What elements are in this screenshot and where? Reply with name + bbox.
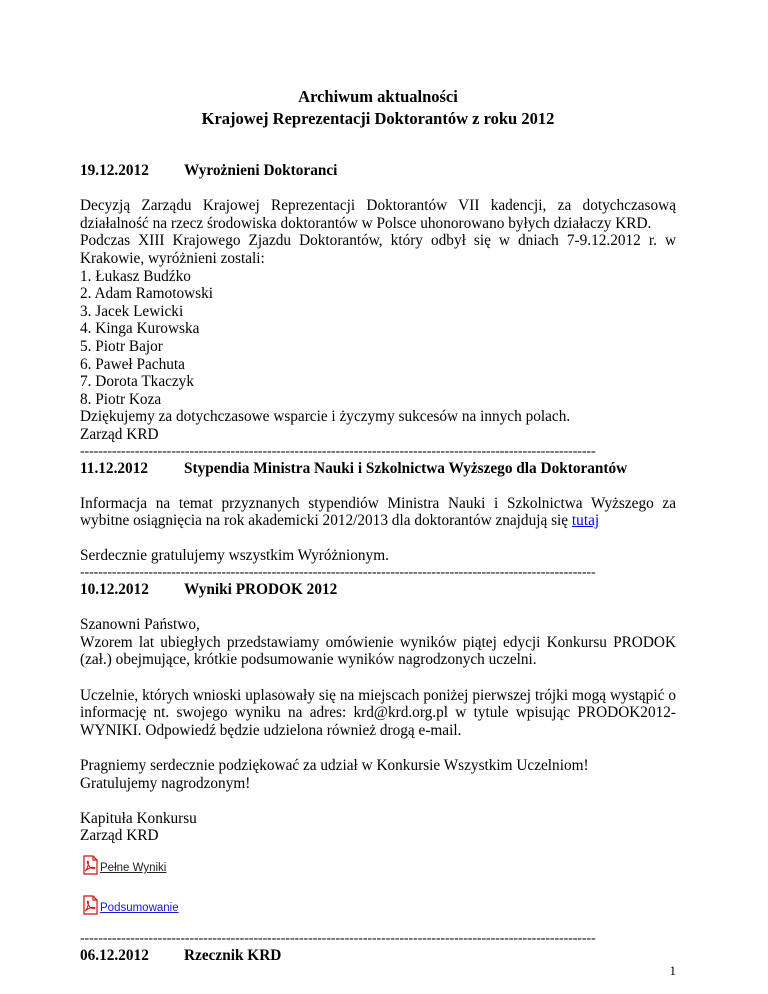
entry-paragraph: Decyzją Zarządu Krajowej Reprezentacji Doktorantów VII kadencji, za dotychczasową działalność na rzecz środowiska doktorantów w Polsce uhonorowano byłych działaczy KRD.: [80, 197, 676, 232]
entry-header: [80, 581, 676, 599]
honoree-list: [80, 268, 676, 409]
entry-paragraph: Uczelnie, których wnioski uplasowały się na miejscach poniżej pierwszej trójki mogą wystąpić o informację nt. swojego wyniku na adres: krd@krd.org.pl w tytule wpisując PRODOK2012-WYNIKI. Odpowiedź będzie udzielona również drogą e-mail.: [80, 686, 676, 739]
entry-heading: Rzecznik KRD: [184, 946, 282, 964]
entry-signature: Zarząd KRD: [80, 827, 159, 845]
entry-heading: Wyrożnieni Doktoranci: [184, 162, 338, 179]
entry-paragraph: Podczas XIII Krajowego Zjazdu Doktorantów, który odbył się w dniach 7-9.12.2012 r. w Krakowie, wyróżnieni zostali:: [80, 232, 676, 267]
entry-date: 11.12.2012: [80, 459, 148, 477]
summary-link[interactable]: Podsumowanie: [100, 901, 179, 914]
entry-header: [80, 162, 676, 180]
list-item: 6. Paweł Pachuta: [80, 355, 185, 373]
entry-greeting: Szanowni Państwo,: [80, 616, 200, 634]
document-page: [80, 0, 676, 965]
list-item: 7. Dorota Tkaczyk: [80, 373, 194, 391]
entry-signature: Zarząd KRD: [80, 425, 159, 443]
entry-paragraph-text: Informacja na temat przyznanych stypendiów Ministra Nauki i Szkolnictwa Wyższego za wybitne osiągnięcia na rok akademicki 2012/2013 dla doktorantów znajdują się: [80, 494, 676, 530]
list-item: 3. Jacek Lewicki: [80, 302, 184, 320]
list-item: 4. Kinga Kurowska: [80, 320, 200, 338]
entry-paragraph: Wzorem lat ubiegłych przedstawiamy omówienie wyników piątej edycji Konkursu PRODOK (zał.) obejmujące, krótkie podsumowanie wyników nagrodzonych uczelni.: [80, 633, 676, 669]
entry-paragraph: Serdecznie gratulujemy wszystkim Wyróżnionym.: [80, 547, 389, 565]
entry-heading: Wyniki PRODOK 2012: [184, 581, 338, 599]
list-item: 1. Łukasz Budźko: [80, 267, 191, 285]
entry-paragraph: Gratulujemy nagrodzonym!: [80, 774, 251, 792]
entry-date: 06.12.2012: [80, 946, 149, 964]
title-line-1: Archiwum aktualności: [298, 87, 458, 106]
page-number: 1: [669, 963, 676, 978]
separator-line: -----------------------------------------------------------------------------------------------------------------: [80, 930, 596, 946]
entry-paragraph: Pragniemy serdecznie podziękować za udział w Konkursie Wszystkim Uczelniom!: [80, 757, 589, 774]
title-line-2: Krajowej Reprezentacji Doktorantów z roku 2012: [201, 109, 555, 128]
separator-line: -----------------------------------------------------------------------------------------------------------------: [80, 443, 596, 459]
entry-date: 10.12.2012: [80, 581, 149, 599]
list-item: 8. Piotr Koza: [80, 390, 162, 408]
entry-header: [80, 460, 676, 478]
file-attachment[interactable]: [80, 893, 676, 915]
tutaj-link[interactable]: tutaj: [571, 512, 600, 530]
list-item: 5. Piotr Bajor: [80, 337, 163, 355]
full-results-link[interactable]: Pełne Wyniki: [100, 861, 167, 874]
list-item: 2. Adam Ramotowski: [80, 285, 213, 303]
pdf-icon: [80, 895, 100, 915]
entry-date: 19.12.2012: [80, 162, 149, 179]
entry-closing: Dziękujemy za dotychczasowe wsparcie i życzymy sukcesów na innych polach.: [80, 408, 571, 426]
entry-paragraph: [80, 495, 676, 530]
entry-signature: Kapituła Konkursu: [80, 809, 197, 827]
entry-heading: Stypendia Ministra Nauki i Szkolnictwa Wyższego dla Doktorantów: [184, 459, 628, 477]
pdf-icon: [80, 855, 100, 875]
separator-line: -----------------------------------------------------------------------------------------------------------------: [80, 565, 596, 581]
file-attachment[interactable]: [80, 853, 676, 875]
page-title: [80, 86, 676, 130]
entry-header: [80, 947, 676, 965]
